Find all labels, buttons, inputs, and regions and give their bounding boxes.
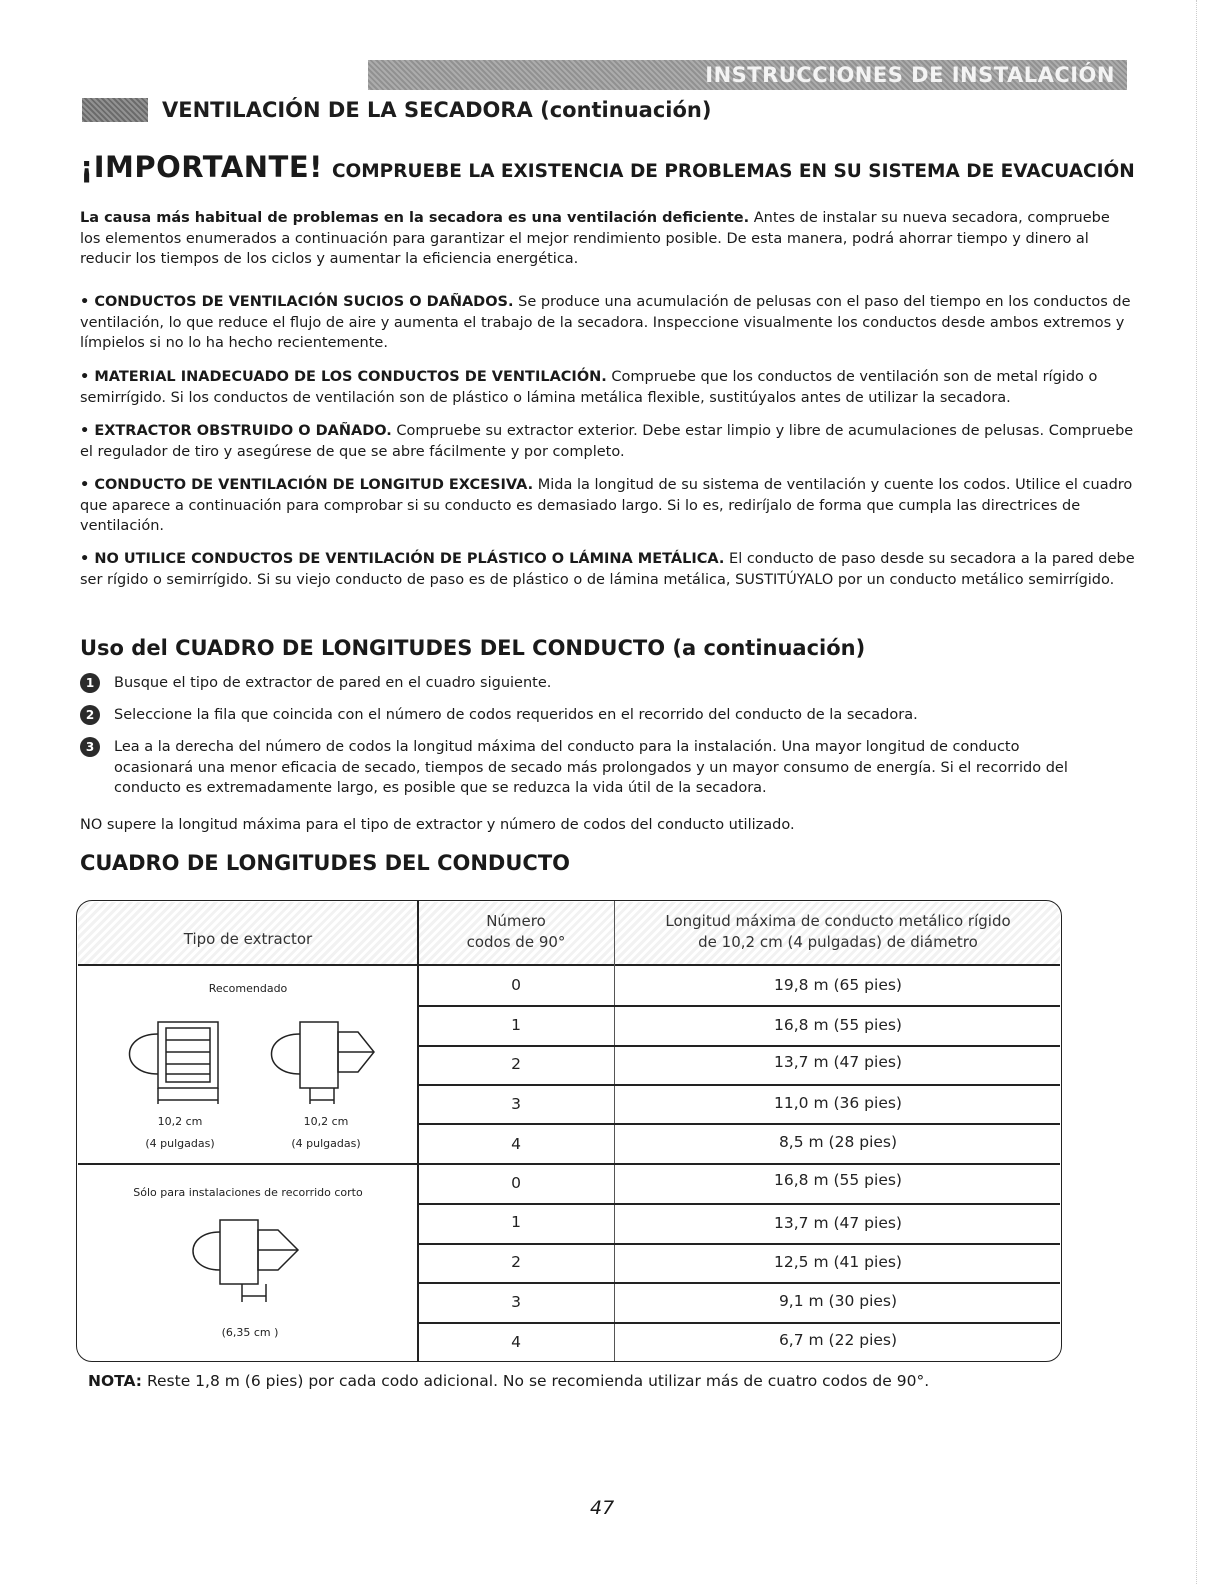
bullet-item (80, 475, 1140, 537)
row-divider (417, 1203, 1060, 1205)
vent-hood-illustrations (110, 1012, 390, 1112)
length-cell: 19,8 m (65 pies) (774, 976, 902, 994)
row-divider (417, 1123, 1060, 1125)
bullet-item (80, 549, 1140, 590)
length-cell: 13,7 m (47 pies) (774, 1214, 902, 1232)
step-text: Busque el tipo de extractor de pared en el cuadro siguiente. (114, 675, 552, 691)
step-text: Seleccione la fila que coincida con el número de codos requeridos en el recorrido del conducto de la secadora. (114, 707, 918, 723)
step-number: 2 (80, 705, 100, 725)
page-edge (1196, 0, 1198, 1584)
row-divider (417, 1163, 1060, 1165)
column-divider (417, 901, 419, 1361)
col-header-exhaust-type: Tipo de extractor (183, 930, 313, 948)
length-cell: 9,1 m (30 pies) (778, 1292, 898, 1310)
col-header-max-length-line2: de 10,2 cm (4 pulgadas) de diámetro (698, 933, 978, 951)
row-divider (417, 1045, 1060, 1047)
row-divider (417, 1282, 1060, 1284)
important-label: ¡IMPORTANTE! (80, 150, 323, 184)
row-divider (417, 1243, 1060, 1245)
length-cell: 8,5 m (28 pies) (778, 1133, 898, 1151)
length-cell: 6,7 m (22 pies) (778, 1331, 898, 1349)
section-title-cont: (continuación) (540, 98, 712, 122)
dimension-label: (4 pulgadas) (145, 1137, 215, 1150)
elbows-cell: 4 (511, 1333, 521, 1351)
bullet-text: Compruebe su extractor exterior. Debe estar limpio y libre de acumulaciones de pelusas. Compruebe el regulador de tiro y asegúrese de que se abre fácilmente y por completo. (80, 423, 1134, 460)
chart-title: CUADRO DE LONGITUDES DEL CONDUCTO (80, 851, 571, 875)
step-number: 1 (80, 673, 100, 693)
length-cell: 16,8 m (55 pies) (774, 1016, 902, 1034)
bullet-item (80, 292, 1140, 354)
bullet-item (80, 367, 1140, 408)
box-hood-icon (272, 1022, 375, 1104)
row-divider (417, 1005, 1060, 1007)
row-divider (417, 1084, 1060, 1086)
section-marker (82, 98, 148, 122)
page-number: 47 (590, 1497, 615, 1519)
short-run-hood-illustration (180, 1212, 320, 1312)
note-label: NOTA: (88, 1372, 143, 1390)
bullet-text: Se produce una acumulación de pelusas con el paso del tiempo en los conductos de ventilación, lo que reduce el flujo de aire y aumenta el trabajo de la secadora. Inspeccione visualmente los conductos desde ambos extremos y límpielos si no lo ha hecho recientemente. (80, 294, 1131, 351)
elbows-cell: 0 (511, 1174, 521, 1192)
bullet-lead: • NO UTILICE CONDUCTOS DE VENTILACIÓN DE PLÁSTICO O LÁMINA METÁLICA. (80, 551, 725, 567)
bullet-item (80, 421, 1140, 462)
row-divider (417, 1322, 1060, 1324)
header-banner (368, 60, 1127, 90)
column-divider (614, 901, 615, 1361)
bullet-text: Compruebe que los conductos de ventilación son de metal rígido o semirrígido. Si los conductos de ventilación son de plástico o lámina metálica flexible, sustitúyalos antes de utilizar la secadora. (80, 369, 1098, 406)
bullet-lead: • MATERIAL INADECUADO DE LOS CONDUCTOS DE VENTILACIÓN. (80, 369, 607, 385)
usage-title-cont: (a continuación) (672, 636, 866, 660)
usage-title: Uso del CUADRO DE LONGITUDES DEL CONDUCTO (80, 636, 666, 660)
angled-hood-icon (193, 1220, 298, 1302)
elbows-cell: 3 (511, 1293, 521, 1311)
col-header-max-length-line1: Longitud máxima de conducto metálico rígido (665, 912, 1011, 930)
usage-step (80, 673, 1100, 694)
group-divider (78, 1163, 418, 1165)
recommended-label: Recomendado (208, 982, 288, 995)
col-header-elbows-line1: Número (486, 912, 546, 930)
important-heading (80, 150, 1135, 184)
note (88, 1372, 929, 1390)
usage-heading (80, 636, 865, 660)
length-cell: 12,5 m (41 pies) (774, 1253, 902, 1271)
dimension-label: 10,2 cm (157, 1115, 203, 1128)
section-title (162, 98, 711, 122)
col-header-elbows-line2: codos de 90° (466, 933, 566, 951)
note-text: Reste 1,8 m (6 pies) por cada codo adicional. No se recomienda utilizar más de cuatro codos de 90°. (142, 1372, 930, 1390)
length-cell: 11,0 m (36 pies) (774, 1094, 902, 1112)
banner-text: INSTRUCCIONES DE INSTALACIÓN (705, 63, 1115, 87)
section-title-text: VENTILACIÓN DE LA SECADORA (162, 98, 533, 122)
intro-text: Antes de instalar su nueva secadora, compruebe los elementos enumerados a continuación para garantizar el mejor rendimiento posible. De esta manera, podrá ahorrar tiempo y dinero al reducir los tiempos de los ciclos y aumentar la eficiencia energética. (80, 210, 1110, 267)
step-text: Lea a la derecha del número de codos la longitud máxima del conducto para la instalación. Una mayor longitud de conducto ocasionará una menor eficacia de secado, tiempos de secado más prolongados y un mayor consumo de energía. Si el recorrido del conducto es extremadamente largo, es posible que se reduzca la vida útil de la secadora. (114, 739, 1068, 796)
louvered-hood-icon (130, 1022, 219, 1104)
header-divider (78, 964, 1060, 966)
dimension-label: (6,35 cm ) (221, 1326, 279, 1339)
bullet-text: Mida la longitud de su sistema de ventilación y cuente los codos. Utilice el cuadro que aparece a continuación para comprobar si su conducto es demasiado largo. Si lo es, rediríjalo de forma que cumpla las directrices de ventilación. (80, 477, 1133, 534)
col-header-elbows (420, 911, 612, 953)
length-cell: 16,8 m (55 pies) (774, 1171, 902, 1189)
bullet-lead: • EXTRACTOR OBSTRUIDO O DAÑADO. (80, 423, 392, 439)
dimension-label: (4 pulgadas) (291, 1137, 361, 1150)
col-header-max-length (616, 911, 1060, 953)
elbows-cell: 3 (511, 1095, 521, 1113)
usage-note: NO supere la longitud máxima para el tipo de extractor y número de codos del conducto utilizado. (80, 817, 795, 833)
elbows-cell: 0 (511, 976, 521, 994)
elbows-cell: 2 (511, 1055, 521, 1073)
step-number: 3 (80, 737, 100, 757)
usage-step (80, 705, 1100, 726)
usage-step (80, 737, 1100, 799)
elbows-cell: 1 (511, 1016, 521, 1034)
bullet-lead: • CONDUCTO DE VENTILACIÓN DE LONGITUD EXCESIVA. (80, 477, 534, 493)
dimension-label: 10,2 cm (303, 1115, 349, 1128)
length-cell: 13,7 m (47 pies) (774, 1053, 902, 1071)
bullet-text: El conducto de paso desde su secadora a la pared debe ser rígido o semirrígido. Si su viejo conducto de paso es de plástico o de lámina metálica, SUSTITÚYALO por un conducto metálico semirrígido. (80, 551, 1135, 588)
intro-paragraph (80, 208, 1130, 270)
elbows-cell: 4 (511, 1135, 521, 1153)
bullet-lead: • CONDUCTOS DE VENTILACIÓN SUCIOS O DAÑADOS. (80, 294, 514, 310)
elbows-cell: 2 (511, 1253, 521, 1271)
short-run-label: Sólo para instalaciones de recorrido corto (133, 1186, 363, 1199)
elbows-cell: 1 (511, 1213, 521, 1231)
important-text: COMPRUEBE LA EXISTENCIA DE PROBLEMAS EN SU SISTEMA DE EVACUACIÓN (331, 161, 1135, 182)
intro-bold: La causa más habitual de problemas en la secadora es una ventilación deficiente. (80, 210, 750, 226)
